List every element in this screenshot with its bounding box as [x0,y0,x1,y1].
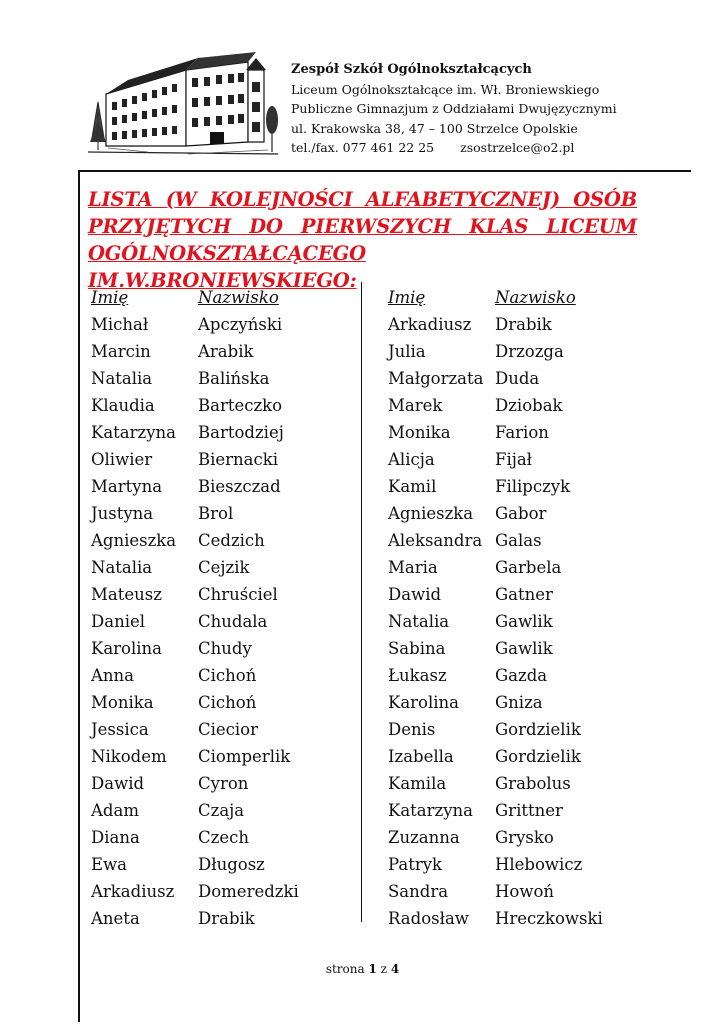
first-name: Kamila [388,774,447,793]
school-line-3: Publiczne Gimnazjum z Oddziałami Dwujęzycznymi [291,101,617,116]
last-name: Biernacki [198,450,279,469]
first-name: Sabina [388,639,446,658]
last-name: Drabik [495,315,552,334]
first-name: Karolina [388,693,460,712]
last-name: Cichoń [198,693,257,712]
first-name: Daniel [91,612,146,631]
last-name: Grittner [495,801,563,820]
first-name: Oliwier [91,450,153,469]
current-page: 1 [368,962,377,976]
last-name: Filipczyk [495,477,571,496]
last-name: Drzozga [495,342,564,361]
first-name: Justyna [91,504,154,523]
last-name: Balińska [198,369,270,388]
first-name: Dawid [91,774,145,793]
first-name: Monika [388,423,451,442]
first-name: Sandra [388,882,449,901]
first-name: Michał [91,315,149,334]
last-name: Ciecior [198,720,259,739]
first-name: Katarzyna [388,801,473,820]
school-building-logo [88,42,278,160]
last-name: Galas [495,531,542,550]
first-name: Patryk [388,855,443,874]
last-name-header: Nazwisko [495,288,576,307]
first-name: Arkadiusz [388,315,472,334]
first-name: Anna [91,666,135,685]
header-rule [78,170,691,172]
title-line-1: LISTA (W KOLEJNOŚCI ALFABETYCZNEJ) OSÓB [88,188,637,211]
first-name: Agnieszka [91,531,177,550]
school-contact [291,138,617,158]
last-name: Cedzich [198,531,265,550]
first-name: Denis [388,720,436,739]
last-name: Gordzielik [495,747,581,766]
document-title [88,186,637,294]
school-line-2: Liceum Ogólnokształcące im. Wł. Broniewskiego [291,81,600,97]
first-name: Łukasz [388,666,447,685]
last-name: Chruściel [198,585,278,604]
last-name: Farion [495,423,549,442]
first-name: Jessica [91,720,149,739]
last-name: Arabik [198,342,254,361]
first-name: Martyna [91,477,163,496]
last-name: Gatner [495,585,553,604]
last-name: Grysko [495,828,554,847]
last-name: Grabolus [495,774,571,793]
last-name: Czech [198,828,249,847]
first-name: Monika [91,693,154,712]
first-name: Nikodem [91,747,167,766]
last-name: Chudy [198,639,252,658]
left-margin-rule [78,170,80,1022]
last-name: Dziobak [495,396,563,415]
first-name: Radosław [388,909,469,928]
title-line-2: PRZYJĘTYCH DO PIERWSZYCH KLAS LICEUM [88,215,637,238]
school-name: Zespół Szkół Ogólnokształcących [291,62,532,77]
first-name: Mateusz [91,585,162,604]
total-pages: 4 [390,962,400,976]
last-name: Gawlik [495,639,553,658]
first-name-header: Imię [91,288,129,307]
first-name: Marek [388,396,443,415]
last-name: Gniza [495,693,543,712]
last-name: Drabik [198,909,255,928]
last-name: Apczyński [198,315,283,334]
last-name: Barteczko [198,396,283,415]
footer-of: z [380,962,387,976]
last-name: Chudala [198,612,268,631]
first-name-header: Imię [388,288,426,307]
first-name: Diana [91,828,140,847]
last-name: Hlebowicz [495,855,583,874]
first-name: Agnieszka [388,504,474,523]
last-name: Czaja [198,801,245,820]
title-line-3: OGÓLNOKSZTAŁCĄCEGO IM.W.BRONIEWSKIEGO: [88,242,366,292]
school-info [291,60,617,158]
first-name: Klaudia [91,396,155,415]
first-name: Aleksandra [388,531,483,550]
last-name: Gordzielik [495,720,581,739]
column-divider [361,282,362,922]
first-name: Dawid [388,585,442,604]
first-name: Katarzyna [91,423,176,442]
last-name: Bartodziej [198,423,284,442]
last-name: Howoń [495,882,555,901]
footer-prefix: strona [325,962,365,976]
first-name: Adam [91,801,139,820]
school-phone: tel./fax. 077 461 22 25 [291,140,435,155]
last-name: Długosz [198,855,265,874]
first-name: Marcin [91,342,151,361]
last-name: Gazda [495,666,548,685]
last-name: Domeredzki [198,882,299,901]
first-name: Małgorzata [388,369,484,388]
last-name: Gawlik [495,612,553,631]
last-name: Brol [198,504,234,523]
first-name: Natalia [91,558,153,577]
first-name: Alicja [388,450,435,469]
first-name: Natalia [91,369,153,388]
first-name: Zuzanna [388,828,460,847]
last-name: Cichoń [198,666,257,685]
first-name: Ewa [91,855,128,874]
first-name: Aneta [91,909,140,928]
first-name: Maria [388,558,438,577]
first-name: Izabella [388,747,454,766]
first-name: Karolina [91,639,163,658]
first-name: Arkadiusz [91,882,175,901]
last-name: Duda [495,369,540,388]
last-name: Ciomperlik [198,747,291,766]
last-name: Bieszczad [198,477,281,496]
first-name: Kamil [388,477,437,496]
first-name: Natalia [388,612,450,631]
first-name: Julia [388,342,426,361]
school-email: zsostrzelce@o2.pl [460,140,575,155]
school-address: ul. Krakowska 38, 47 – 100 Strzelce Opolskie [291,120,578,136]
last-name: Fijał [495,450,533,469]
last-name: Hreczkowski [495,909,603,928]
last-name: Gabor [495,504,547,523]
last-name-header: Nazwisko [198,288,279,307]
page-footer [0,962,725,976]
last-name: Cejzik [198,558,250,577]
last-name: Cyron [198,774,249,793]
last-name: Garbela [495,558,562,577]
letterhead [88,42,688,162]
